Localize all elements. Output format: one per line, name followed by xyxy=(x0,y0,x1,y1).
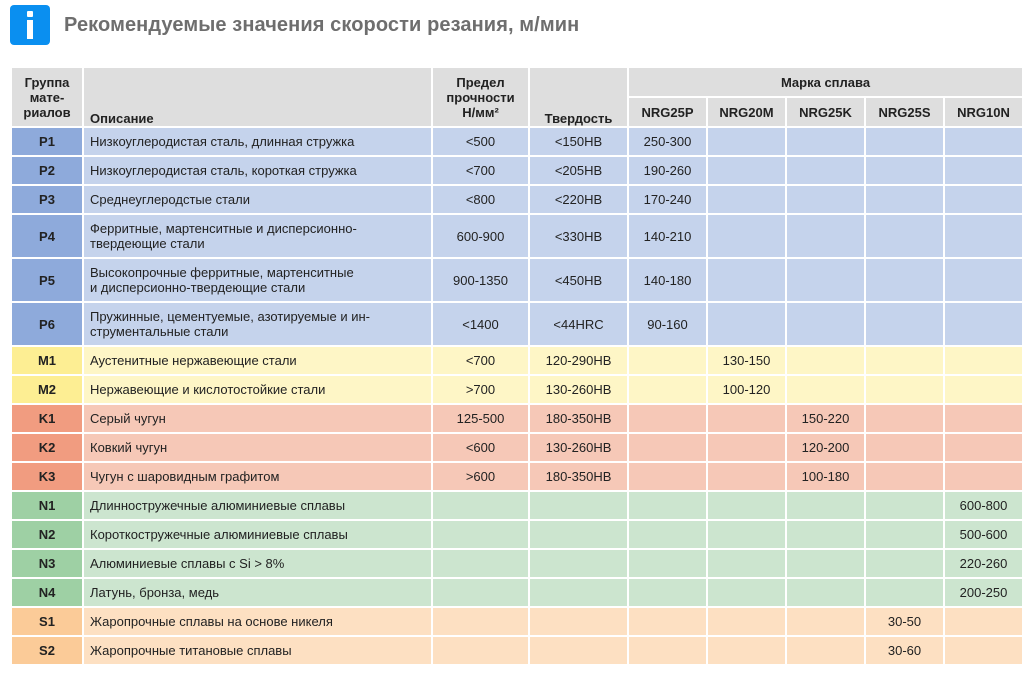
table-row xyxy=(12,186,1022,213)
material-description: Серый чугун xyxy=(84,405,431,432)
speed-nrg10n xyxy=(945,637,1022,664)
tensile-limit: 125-500 xyxy=(433,405,528,432)
material-description: Чугун с шаровидным графитом xyxy=(84,463,431,490)
hardness xyxy=(530,521,627,548)
speed-nrg10n xyxy=(945,434,1022,461)
hardness xyxy=(530,608,627,635)
speed-nrg10n xyxy=(945,157,1022,184)
header-description: Описание xyxy=(84,68,431,126)
material-code: N2 xyxy=(12,521,82,548)
speed-nrg10n xyxy=(945,347,1022,374)
speed-nrg25p xyxy=(629,492,706,519)
speed-nrg20m xyxy=(708,579,785,606)
speed-nrg25k: 150-220 xyxy=(787,405,864,432)
tensile-limit xyxy=(433,521,528,548)
speed-nrg20m: 100-120 xyxy=(708,376,785,403)
speed-nrg10n xyxy=(945,376,1022,403)
table-row xyxy=(12,550,1022,577)
speed-nrg25p xyxy=(629,347,706,374)
speed-nrg25s: 30-50 xyxy=(866,608,943,635)
material-code: P6 xyxy=(12,303,82,345)
speed-nrg25k xyxy=(787,579,864,606)
tensile-limit xyxy=(433,579,528,606)
speed-nrg20m xyxy=(708,303,785,345)
table-row xyxy=(12,521,1022,548)
table-row xyxy=(12,347,1022,374)
table-row xyxy=(12,492,1022,519)
material-description: Низкоуглеродистая сталь, короткая стружка xyxy=(84,157,431,184)
speed-nrg25p: 170-240 xyxy=(629,186,706,213)
speed-nrg25k: 120-200 xyxy=(787,434,864,461)
speed-nrg25s xyxy=(866,521,943,548)
speed-nrg25k xyxy=(787,259,864,301)
hardness: <44HRC xyxy=(530,303,627,345)
speed-nrg10n xyxy=(945,463,1022,490)
hardness: 120-290HB xyxy=(530,347,627,374)
table-row xyxy=(12,637,1022,664)
tensile-limit: <500 xyxy=(433,128,528,155)
header-alloy-grade: Марка сплава xyxy=(629,68,1022,96)
speed-nrg20m xyxy=(708,405,785,432)
hardness: <150HB xyxy=(530,128,627,155)
table-row xyxy=(12,434,1022,461)
table-row xyxy=(12,128,1022,155)
speed-nrg25s xyxy=(866,128,943,155)
table-row xyxy=(12,376,1022,403)
speed-nrg20m xyxy=(708,434,785,461)
material-description: Жаропрочные титановые сплавы xyxy=(84,637,431,664)
speed-nrg25p: 140-180 xyxy=(629,259,706,301)
page-header xyxy=(10,5,579,45)
table-row xyxy=(12,303,1022,345)
tensile-limit: 900-1350 xyxy=(433,259,528,301)
speed-nrg20m xyxy=(708,128,785,155)
material-description: Ковкий чугун xyxy=(84,434,431,461)
material-code: K2 xyxy=(12,434,82,461)
speed-nrg20m xyxy=(708,608,785,635)
speed-nrg25p xyxy=(629,434,706,461)
speed-nrg25s xyxy=(866,157,943,184)
speed-nrg10n xyxy=(945,405,1022,432)
material-code: P2 xyxy=(12,157,82,184)
tensile-limit xyxy=(433,637,528,664)
speed-nrg20m xyxy=(708,637,785,664)
speed-nrg25k xyxy=(787,492,864,519)
speed-nrg10n: 220-260 xyxy=(945,550,1022,577)
tensile-limit: <700 xyxy=(433,157,528,184)
speed-nrg25s: 30-60 xyxy=(866,637,943,664)
speed-nrg25s xyxy=(866,434,943,461)
tensile-limit: >600 xyxy=(433,463,528,490)
speed-nrg25k xyxy=(787,157,864,184)
header-grade-nrg25s: NRG25S xyxy=(866,98,943,126)
table-row xyxy=(12,259,1022,301)
material-description: Ферритные, мартенситные и дисперсионно- твердеющие стали xyxy=(84,215,431,257)
material-code: P4 xyxy=(12,215,82,257)
speed-nrg10n xyxy=(945,608,1022,635)
material-code: P1 xyxy=(12,128,82,155)
speed-nrg20m xyxy=(708,492,785,519)
header-grade-nrg10n: NRG10N xyxy=(945,98,1022,126)
speed-nrg25s xyxy=(866,347,943,374)
speed-nrg25s xyxy=(866,259,943,301)
speed-nrg25p: 250-300 xyxy=(629,128,706,155)
speed-nrg10n xyxy=(945,186,1022,213)
speed-nrg25p xyxy=(629,521,706,548)
tensile-limit xyxy=(433,550,528,577)
header-hardness: Твердость xyxy=(530,68,627,126)
speed-nrg10n xyxy=(945,259,1022,301)
speed-nrg25k xyxy=(787,128,864,155)
speed-nrg25p xyxy=(629,405,706,432)
material-code: K1 xyxy=(12,405,82,432)
tensile-limit: >700 xyxy=(433,376,528,403)
hardness: <220HB xyxy=(530,186,627,213)
material-description: Высокопрочные ферритные, мартенситные и дисперсионно-твердеющие стали xyxy=(84,259,431,301)
info-icon xyxy=(10,5,50,45)
table-row xyxy=(12,579,1022,606)
page-title: Рекомендуемые значения скорости резания, м/мин xyxy=(64,13,580,36)
table-row xyxy=(12,157,1022,184)
hardness xyxy=(530,579,627,606)
speed-nrg10n xyxy=(945,215,1022,257)
material-code: P5 xyxy=(12,259,82,301)
header-tensile-limit: Предел прочности Н/мм² xyxy=(433,68,528,126)
material-description: Длинностружечные алюминиевые сплавы xyxy=(84,492,431,519)
table-row xyxy=(12,608,1022,635)
speed-nrg25p xyxy=(629,579,706,606)
material-description: Алюминиевые сплавы с Si > 8% xyxy=(84,550,431,577)
speed-nrg25k xyxy=(787,215,864,257)
speed-nrg25p: 90-160 xyxy=(629,303,706,345)
speed-nrg25k xyxy=(787,376,864,403)
speed-nrg25k xyxy=(787,550,864,577)
speed-nrg25k xyxy=(787,637,864,664)
speed-nrg25s xyxy=(866,215,943,257)
hardness xyxy=(530,492,627,519)
speed-nrg25s xyxy=(866,405,943,432)
header-grade-nrg25k: NRG25K xyxy=(787,98,864,126)
material-code: P3 xyxy=(12,186,82,213)
speed-nrg25p xyxy=(629,376,706,403)
speed-nrg25s xyxy=(866,492,943,519)
speed-nrg10n: 600-800 xyxy=(945,492,1022,519)
speed-nrg25k: 100-180 xyxy=(787,463,864,490)
material-code: S1 xyxy=(12,608,82,635)
speed-nrg25s xyxy=(866,303,943,345)
tensile-limit: <1400 xyxy=(433,303,528,345)
speed-nrg25p: 140-210 xyxy=(629,215,706,257)
material-code: K3 xyxy=(12,463,82,490)
tensile-limit: 600-900 xyxy=(433,215,528,257)
speed-nrg20m xyxy=(708,550,785,577)
speed-nrg20m xyxy=(708,463,785,490)
cutting-speed-table xyxy=(10,66,1024,666)
header-grade-nrg20m: NRG20M xyxy=(708,98,785,126)
speed-nrg25p xyxy=(629,608,706,635)
speed-nrg20m xyxy=(708,186,785,213)
speed-nrg20m xyxy=(708,157,785,184)
tensile-limit: <700 xyxy=(433,347,528,374)
speed-nrg10n xyxy=(945,128,1022,155)
speed-nrg25k xyxy=(787,521,864,548)
tensile-limit: <800 xyxy=(433,186,528,213)
speed-nrg20m: 130-150 xyxy=(708,347,785,374)
material-description: Нержавеющие и кислотостойкие стали xyxy=(84,376,431,403)
speed-nrg25s xyxy=(866,186,943,213)
hardness xyxy=(530,550,627,577)
table-row xyxy=(12,405,1022,432)
tensile-limit xyxy=(433,492,528,519)
speed-nrg25k xyxy=(787,347,864,374)
hardness: <330HB xyxy=(530,215,627,257)
material-description: Аустенитные нержавеющие стали xyxy=(84,347,431,374)
hardness: 130-260HB xyxy=(530,434,627,461)
material-code: M2 xyxy=(12,376,82,403)
hardness: 180-350HB xyxy=(530,405,627,432)
material-code: N3 xyxy=(12,550,82,577)
hardness xyxy=(530,637,627,664)
hardness: 130-260HB xyxy=(530,376,627,403)
material-code: S2 xyxy=(12,637,82,664)
tensile-limit xyxy=(433,608,528,635)
speed-nrg25s xyxy=(866,550,943,577)
speed-nrg25k xyxy=(787,303,864,345)
material-code: N1 xyxy=(12,492,82,519)
speed-nrg10n xyxy=(945,303,1022,345)
speed-nrg25p: 190-260 xyxy=(629,157,706,184)
material-description: Пружинные, цементуемые, азотируемые и ин- струментальные стали xyxy=(84,303,431,345)
hardness: <205HB xyxy=(530,157,627,184)
speed-nrg25p xyxy=(629,550,706,577)
tensile-limit: <600 xyxy=(433,434,528,461)
material-description: Короткостружечные алюминиевые сплавы xyxy=(84,521,431,548)
speed-nrg25s xyxy=(866,579,943,606)
material-description: Латунь, бронза, медь xyxy=(84,579,431,606)
speed-nrg20m xyxy=(708,521,785,548)
speed-nrg25p xyxy=(629,463,706,490)
table-row xyxy=(12,463,1022,490)
header-group: Группа мате- риалов xyxy=(12,68,82,126)
material-code: M1 xyxy=(12,347,82,374)
speed-nrg25p xyxy=(629,637,706,664)
table-row xyxy=(12,215,1022,257)
material-description: Жаропрочные сплавы на основе никеля xyxy=(84,608,431,635)
hardness: <450HB xyxy=(530,259,627,301)
speed-nrg10n: 200-250 xyxy=(945,579,1022,606)
speed-nrg20m xyxy=(708,259,785,301)
header-grade-nrg25p: NRG25P xyxy=(629,98,706,126)
material-description: Среднеуглеродстые стали xyxy=(84,186,431,213)
speed-nrg20m xyxy=(708,215,785,257)
speed-nrg25k xyxy=(787,608,864,635)
speed-nrg25k xyxy=(787,186,864,213)
hardness: 180-350HB xyxy=(530,463,627,490)
speed-nrg10n: 500-600 xyxy=(945,521,1022,548)
material-description: Низкоуглеродистая сталь, длинная стружка xyxy=(84,128,431,155)
speed-nrg25s xyxy=(866,463,943,490)
material-code: N4 xyxy=(12,579,82,606)
speed-nrg25s xyxy=(866,376,943,403)
